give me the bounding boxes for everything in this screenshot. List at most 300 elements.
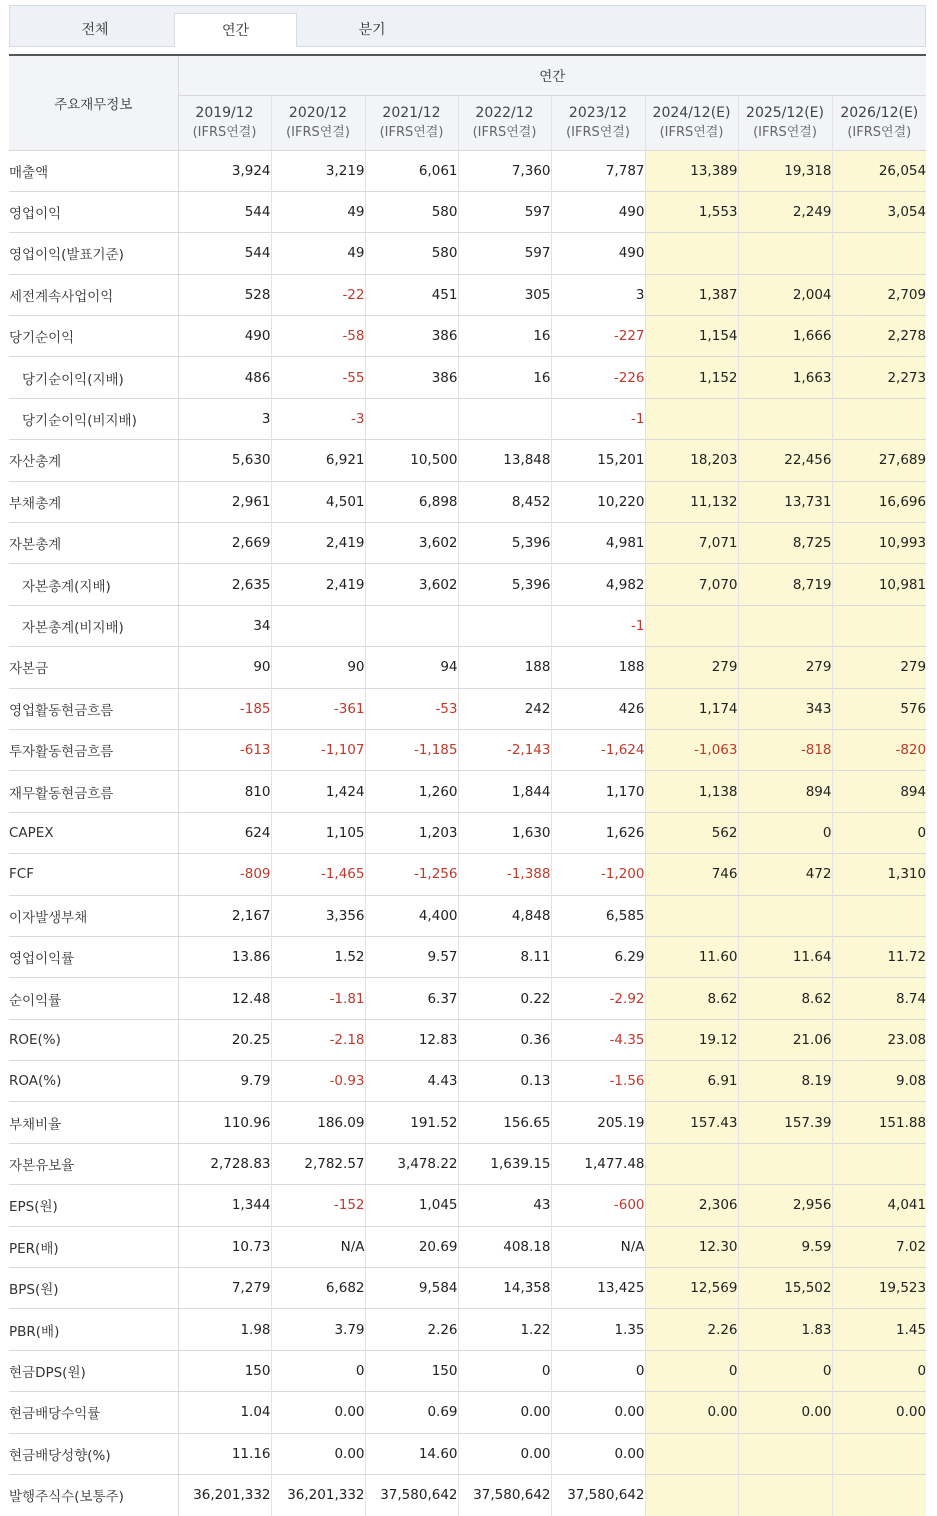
row-label: BPS(원) [9, 1268, 178, 1309]
table-cell: -3 [271, 398, 365, 439]
table-cell: 2,956 [738, 1185, 832, 1226]
table-cell: 490 [178, 316, 271, 357]
table-cell: 3,602 [365, 564, 458, 605]
table-cell: 1,387 [645, 274, 738, 315]
table-cell: 1,152 [645, 357, 738, 398]
table-cell: 0.00 [551, 1392, 645, 1433]
table-cell: -613 [178, 729, 271, 770]
row-label: 자본유보율 [9, 1143, 178, 1184]
table-row [9, 729, 926, 770]
table-cell: 12.30 [645, 1226, 738, 1267]
table-cell [832, 1433, 926, 1474]
table-cell: 3 [551, 274, 645, 315]
table-cell: 0.00 [271, 1392, 365, 1433]
table-row [9, 812, 926, 853]
table-cell: -53 [365, 688, 458, 729]
row-label: 현금DPS(원) [9, 1350, 178, 1391]
table-cell: 13,425 [551, 1268, 645, 1309]
table-cell: 451 [365, 274, 458, 315]
row-label: 매출액 [9, 150, 178, 191]
table-row [9, 481, 926, 522]
table-cell: 12.83 [365, 1019, 458, 1060]
table-cell: 1.22 [458, 1309, 551, 1350]
row-label: 자본총계(지배) [9, 564, 178, 605]
table-cell [645, 398, 738, 439]
column-header-3 [365, 95, 458, 150]
table-cell: 2,419 [271, 564, 365, 605]
table-cell: 2,167 [178, 895, 271, 936]
table-row [9, 895, 926, 936]
column-basis: (IFRS연결) [472, 124, 537, 140]
table-cell: 5,396 [458, 564, 551, 605]
table-row [9, 191, 926, 232]
table-cell [832, 233, 926, 274]
period-tab-bar [9, 5, 926, 47]
table-cell: -2.92 [551, 978, 645, 1019]
table-row [9, 1019, 926, 1060]
table-cell: 2,419 [271, 523, 365, 564]
table-cell: 34 [178, 605, 271, 646]
table-cell: 0 [271, 1350, 365, 1391]
table-cell: 0.13 [458, 1061, 551, 1102]
table-cell: 37,580,642 [551, 1475, 645, 1516]
table-cell: 10,220 [551, 481, 645, 522]
table-cell: -1,107 [271, 729, 365, 770]
table-cell: 49 [271, 191, 365, 232]
table-cell: 1.52 [271, 936, 365, 977]
table-cell: 1,045 [365, 1185, 458, 1226]
column-period: 2026/12(E) [840, 104, 919, 121]
table-cell: -1.56 [551, 1061, 645, 1102]
table-cell: -1,256 [365, 854, 458, 895]
table-cell: 1,174 [645, 688, 738, 729]
table-row [9, 1226, 926, 1267]
table-row [9, 771, 926, 812]
column-basis: (IFRS연결) [659, 124, 724, 140]
table-cell [645, 1433, 738, 1474]
table-cell: -1 [551, 398, 645, 439]
table-row [9, 523, 926, 564]
column-basis: (IFRS연결) [566, 124, 630, 140]
column-period: 2025/12(E) [746, 104, 824, 121]
table-cell: 4,400 [365, 895, 458, 936]
table-cell [832, 1143, 926, 1184]
table-cell: 472 [738, 854, 832, 895]
row-label: CAPEX [9, 812, 178, 853]
table-cell: 2,669 [178, 523, 271, 564]
table-cell: 191.52 [365, 1102, 458, 1143]
table-row [9, 1268, 926, 1309]
table-cell: 36,201,332 [271, 1475, 365, 1516]
table-cell: 16 [458, 357, 551, 398]
table-cell: 6.91 [645, 1061, 738, 1102]
table-cell: 12,569 [645, 1268, 738, 1309]
table-cell: 1,203 [365, 812, 458, 853]
table-cell: 10.73 [178, 1226, 271, 1267]
table-cell: 0.22 [458, 978, 551, 1019]
table-cell: 9.57 [365, 936, 458, 977]
table-cell: 156.65 [458, 1102, 551, 1143]
column-header-4 [458, 95, 551, 150]
table-cell: 1.45 [832, 1309, 926, 1350]
column-basis: (IFRS연결) [286, 124, 350, 140]
table-row [9, 1475, 926, 1516]
table-cell: -58 [271, 316, 365, 357]
table-row [9, 1061, 926, 1102]
table-cell: 22,456 [738, 440, 832, 481]
table-cell: 1,424 [271, 771, 365, 812]
column-header-6 [645, 95, 738, 150]
table-cell: 1,844 [458, 771, 551, 812]
table-cell: -2,143 [458, 729, 551, 770]
table-cell: 2,273 [832, 357, 926, 398]
table-cell: 242 [458, 688, 551, 729]
table-cell: -1 [551, 605, 645, 646]
table-cell: 3,924 [178, 150, 271, 191]
table-cell [738, 1475, 832, 1516]
table-cell: 7.02 [832, 1226, 926, 1267]
table-cell: 8.11 [458, 936, 551, 977]
table-cell: 205.19 [551, 1102, 645, 1143]
table-cell: 7,071 [645, 523, 738, 564]
table-cell: 1.04 [178, 1392, 271, 1433]
table-cell: 150 [178, 1350, 271, 1391]
table-cell: 2,728.83 [178, 1143, 271, 1184]
table-cell: 6,061 [365, 150, 458, 191]
table-cell [365, 398, 458, 439]
table-cell: 3,602 [365, 523, 458, 564]
table-cell: 5,630 [178, 440, 271, 481]
table-row [9, 1392, 926, 1433]
financial-summary-table [9, 54, 926, 1516]
row-label: 순이익률 [9, 978, 178, 1019]
table-cell: 580 [365, 191, 458, 232]
row-label: 자산총계 [9, 440, 178, 481]
column-period: 2019/12 [195, 104, 254, 121]
table-cell: -1,624 [551, 729, 645, 770]
table-cell: 27,689 [832, 440, 926, 481]
table-cell: 11.60 [645, 936, 738, 977]
row-label: ROA(%) [9, 1061, 178, 1102]
table-cell: 2,249 [738, 191, 832, 232]
row-label: 당기순이익 [9, 316, 178, 357]
table-cell: 2,004 [738, 274, 832, 315]
table-row [9, 1309, 926, 1350]
table-cell: 20.69 [365, 1226, 458, 1267]
table-cell: 4.43 [365, 1061, 458, 1102]
table-cell: 3,356 [271, 895, 365, 936]
table-cell: -600 [551, 1185, 645, 1226]
column-period: 2022/12 [475, 104, 534, 121]
table-cell: -818 [738, 729, 832, 770]
table-cell: 11,132 [645, 481, 738, 522]
table-cell [738, 895, 832, 936]
table-row [9, 357, 926, 398]
table-cell: 2,961 [178, 481, 271, 522]
table-cell: 6.37 [365, 978, 458, 1019]
table-cell: 0 [458, 1350, 551, 1391]
table-cell: 8,452 [458, 481, 551, 522]
table-cell: -1,200 [551, 854, 645, 895]
table-cell: 2,306 [645, 1185, 738, 1226]
row-label: 영업이익률 [9, 936, 178, 977]
row-label: 세전계속사업이익 [9, 274, 178, 315]
column-header-2 [271, 95, 365, 150]
table-body [9, 150, 926, 1516]
row-label: 현금배당성향(%) [9, 1433, 178, 1474]
row-label: 영업이익 [9, 191, 178, 232]
table-cell [645, 895, 738, 936]
table-cell: 6,585 [551, 895, 645, 936]
column-period: 2021/12 [382, 104, 441, 121]
row-label: 부채비율 [9, 1102, 178, 1143]
table-cell: -1,185 [365, 729, 458, 770]
table-cell: -1.81 [271, 978, 365, 1019]
table-cell: 6,921 [271, 440, 365, 481]
row-label: 영업이익(발표기준) [9, 233, 178, 274]
table-corner-label: 주요재무정보 [9, 55, 178, 150]
table-cell: 26,054 [832, 150, 926, 191]
table-cell: 13,731 [738, 481, 832, 522]
table-cell: 597 [458, 233, 551, 274]
table-cell: 43 [458, 1185, 551, 1226]
table-cell: 1.35 [551, 1309, 645, 1350]
table-cell: 6,898 [365, 481, 458, 522]
table-cell: 1,626 [551, 812, 645, 853]
table-cell: 490 [551, 191, 645, 232]
table-cell: 3.79 [271, 1309, 365, 1350]
table-cell: 188 [551, 647, 645, 688]
table-cell: 426 [551, 688, 645, 729]
table-cell: 0.00 [832, 1392, 926, 1433]
table-cell: 20.25 [178, 1019, 271, 1060]
table-cell: 343 [738, 688, 832, 729]
table-cell: 15,502 [738, 1268, 832, 1309]
table-cell: 1,630 [458, 812, 551, 853]
table-cell: 12.48 [178, 978, 271, 1019]
table-cell: 15,201 [551, 440, 645, 481]
table-cell: 6,682 [271, 1268, 365, 1309]
tab-all[interactable]: 전체 [81, 22, 109, 38]
table-cell: 2,709 [832, 274, 926, 315]
table-row [9, 440, 926, 481]
column-header-7 [738, 95, 832, 150]
table-cell: -1,465 [271, 854, 365, 895]
table-row [9, 1350, 926, 1391]
table-row [9, 274, 926, 315]
table-cell: 1,553 [645, 191, 738, 232]
table-cell: 8.74 [832, 978, 926, 1019]
table-cell: 37,580,642 [365, 1475, 458, 1516]
table-cell: 3,219 [271, 150, 365, 191]
table-cell: 1,154 [645, 316, 738, 357]
row-label: 투자활동현금흐름 [9, 729, 178, 770]
tab-quarter[interactable]: 분기 [358, 22, 386, 38]
table-cell: 0.00 [738, 1392, 832, 1433]
table-cell: 10,981 [832, 564, 926, 605]
table-cell: 8,725 [738, 523, 832, 564]
table-cell: 157.43 [645, 1102, 738, 1143]
table-cell: -4.35 [551, 1019, 645, 1060]
table-cell: 279 [832, 647, 926, 688]
table-cell: 8.62 [738, 978, 832, 1019]
table-cell: 1,170 [551, 771, 645, 812]
table-cell: 279 [645, 647, 738, 688]
table-cell: 19,318 [738, 150, 832, 191]
table-row [9, 1433, 926, 1474]
table-cell: 11.72 [832, 936, 926, 977]
table-cell: 157.39 [738, 1102, 832, 1143]
table-cell: 10,993 [832, 523, 926, 564]
table-cell: 13,848 [458, 440, 551, 481]
table-cell [832, 605, 926, 646]
row-label: 당기순이익(지배) [9, 357, 178, 398]
table-cell: 1,666 [738, 316, 832, 357]
table-row [9, 936, 926, 977]
column-basis: (IFRS연결) [753, 124, 817, 140]
table-cell: 0.00 [271, 1433, 365, 1474]
table-row [9, 398, 926, 439]
table-cell: 2,635 [178, 564, 271, 605]
table-cell: -55 [271, 357, 365, 398]
tab-annual[interactable]: 연간 [174, 13, 297, 47]
table-cell: 1,663 [738, 357, 832, 398]
table-cell: 18,203 [645, 440, 738, 481]
table-cell: 3,478.22 [365, 1143, 458, 1184]
table-cell [832, 398, 926, 439]
table-cell: 1,138 [645, 771, 738, 812]
table-cell: 9.59 [738, 1226, 832, 1267]
table-cell: -185 [178, 688, 271, 729]
table-cell: 562 [645, 812, 738, 853]
table-cell: 0 [738, 1350, 832, 1391]
table-cell: 0.69 [365, 1392, 458, 1433]
column-basis: (IFRS연결) [192, 124, 257, 140]
table-cell: 4,041 [832, 1185, 926, 1226]
table-cell: 3,054 [832, 191, 926, 232]
table-cell: 894 [832, 771, 926, 812]
row-label: FCF [9, 854, 178, 895]
table-cell: 13.86 [178, 936, 271, 977]
table-row [9, 150, 926, 191]
table-cell: 23.08 [832, 1019, 926, 1060]
column-period: 2024/12(E) [652, 104, 731, 121]
table-cell: 0 [832, 1350, 926, 1391]
table-cell: 0 [645, 1350, 738, 1391]
table-cell: 10,500 [365, 440, 458, 481]
column-basis: (IFRS연결) [847, 124, 912, 140]
table-cell: 1.98 [178, 1309, 271, 1350]
table-cell [832, 895, 926, 936]
table-cell: 9.08 [832, 1061, 926, 1102]
table-cell: 0.00 [551, 1433, 645, 1474]
table-cell: 894 [738, 771, 832, 812]
table-cell: 528 [178, 274, 271, 315]
table-cell: 1,639.15 [458, 1143, 551, 1184]
table-cell [365, 605, 458, 646]
table-cell: 2.26 [365, 1309, 458, 1350]
table-cell: 0 [551, 1350, 645, 1391]
table-cell: 576 [832, 688, 926, 729]
table-cell: N/A [551, 1226, 645, 1267]
table-cell: 5,396 [458, 523, 551, 564]
table-cell: 8,719 [738, 564, 832, 605]
table-cell: 90 [178, 647, 271, 688]
table-cell: -22 [271, 274, 365, 315]
table-cell: 2.26 [645, 1309, 738, 1350]
table-cell: 4,848 [458, 895, 551, 936]
table-cell: 4,981 [551, 523, 645, 564]
table-cell: 21.06 [738, 1019, 832, 1060]
table-cell: 7,360 [458, 150, 551, 191]
table-cell: -2.18 [271, 1019, 365, 1060]
table-cell [738, 1143, 832, 1184]
table-row [9, 1102, 926, 1143]
table-cell: 0 [832, 812, 926, 853]
table-row [9, 1143, 926, 1184]
table-row [9, 688, 926, 729]
table-cell: 408.18 [458, 1226, 551, 1267]
table-cell: -152 [271, 1185, 365, 1226]
table-cell: 544 [178, 233, 271, 274]
row-label: 이자발생부채 [9, 895, 178, 936]
table-cell: 110.96 [178, 1102, 271, 1143]
table-cell [738, 605, 832, 646]
table-cell: 8.19 [738, 1061, 832, 1102]
table-cell: 9,584 [365, 1268, 458, 1309]
table-cell [645, 1143, 738, 1184]
table-row [9, 605, 926, 646]
column-header-5 [551, 95, 645, 150]
column-period: 2020/12 [288, 104, 348, 121]
table-cell: 544 [178, 191, 271, 232]
table-cell: 386 [365, 316, 458, 357]
row-label: ROE(%) [9, 1019, 178, 1060]
row-label: 자본금 [9, 647, 178, 688]
row-label: 발행주식수(보통주) [9, 1475, 178, 1516]
table-cell: 1,260 [365, 771, 458, 812]
table-cell: 486 [178, 357, 271, 398]
table-cell: 14.60 [365, 1433, 458, 1474]
column-period: 2023/12 [568, 104, 628, 121]
row-label: 재무활동현금흐름 [9, 771, 178, 812]
table-row [9, 233, 926, 274]
table-cell: N/A [271, 1226, 365, 1267]
table-cell: -361 [271, 688, 365, 729]
table-cell: 7,787 [551, 150, 645, 191]
table-cell: 90 [271, 647, 365, 688]
table-row [9, 854, 926, 895]
table-cell [738, 398, 832, 439]
table-cell: 7,070 [645, 564, 738, 605]
table-cell: 1.83 [738, 1309, 832, 1350]
column-group-label: 연간 [178, 55, 926, 95]
table-cell: 14,358 [458, 1268, 551, 1309]
table-cell: 810 [178, 771, 271, 812]
table-row [9, 564, 926, 605]
row-label: 영업활동현금흐름 [9, 688, 178, 729]
table-cell: 7,279 [178, 1268, 271, 1309]
table-cell [458, 605, 551, 646]
table-cell: -1,063 [645, 729, 738, 770]
table-cell: 36,201,332 [178, 1475, 271, 1516]
table-cell: 188 [458, 647, 551, 688]
table-cell: 0 [738, 812, 832, 853]
table-row [9, 316, 926, 357]
table-cell: 150 [365, 1350, 458, 1391]
table-cell: 4,982 [551, 564, 645, 605]
table-cell: 11.64 [738, 936, 832, 977]
